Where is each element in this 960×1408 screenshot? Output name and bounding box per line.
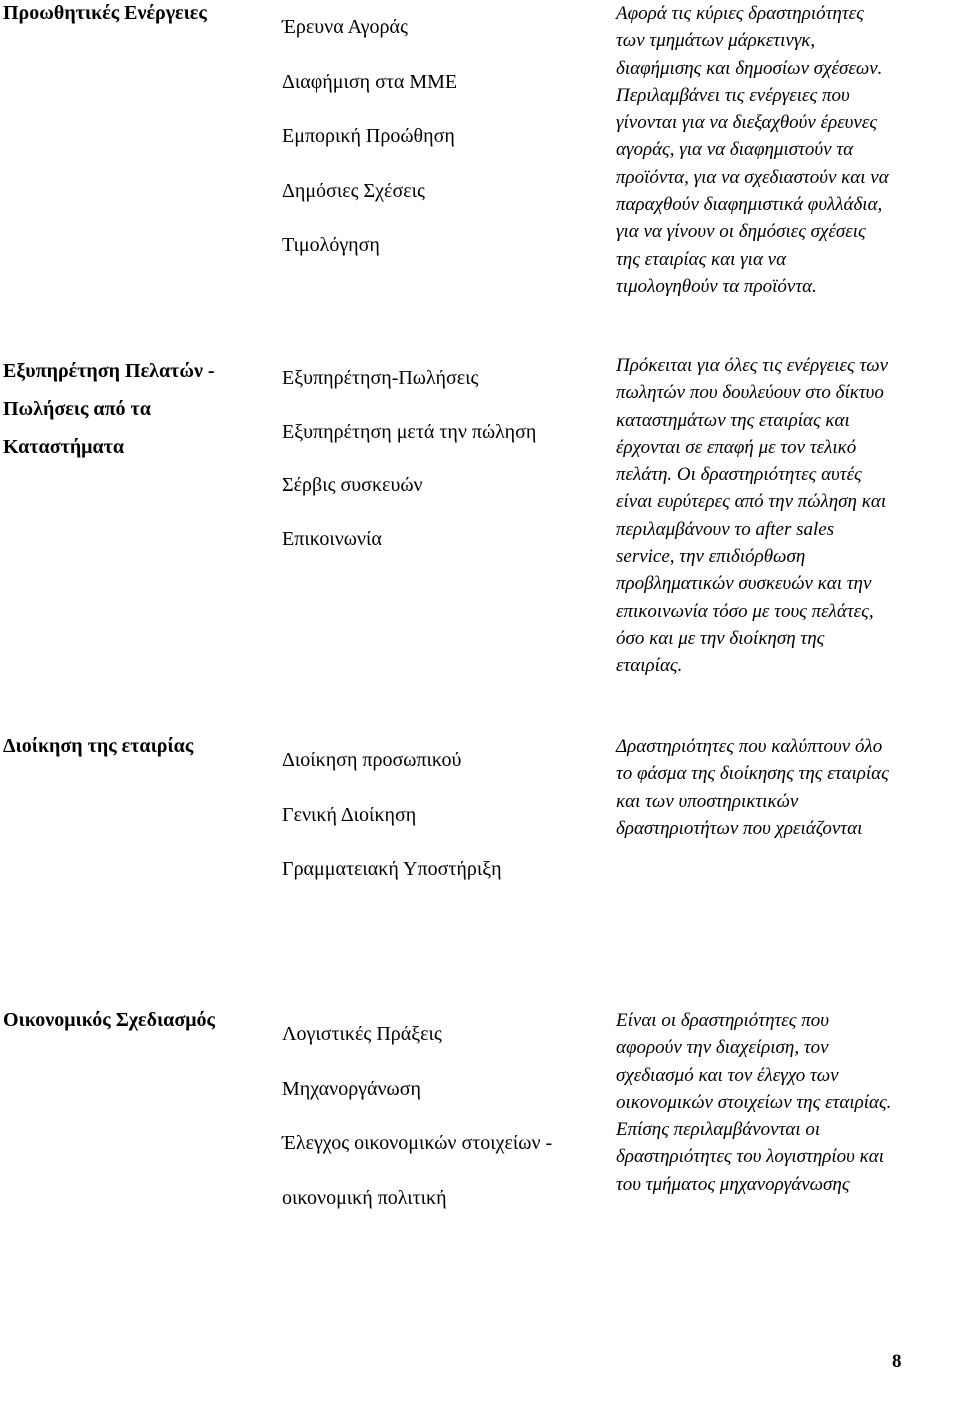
description-line: της εταιρίας και για να [616,248,787,270]
section-title-line: Διοίκηση της εταιρίας [3,735,194,757]
description-line: προβληματικών συσκευών και την [616,573,872,595]
activity-item: Γραμματειακή Υποστήριξη [282,858,502,880]
activity-item: Εξυπηρέτηση-Πωλήσεις [282,367,479,389]
section-title [3,1007,273,1034]
description-line: τιμολογηθούν τα προϊόντα. [616,275,817,297]
description-line: προϊόντα, για να σχεδιαστούν και να [616,166,889,188]
activity-item: Έρευνα Αγοράς [282,16,408,38]
activity-item: Σέρβις συσκευών [282,474,423,496]
description-line: καταστημάτων της εταιρίας και [616,409,850,431]
description-line: το φάσμα της διοίκησης της εταιρίας [616,763,889,785]
description-line: έρχονται σε επαφή με τον τελικό [616,436,857,458]
activity-item: Εμπορική Προώθηση [282,125,455,147]
section-title-line: Προωθητικές Ενέργειες [3,2,207,24]
description-line: περιλαμβάνουν το after sales [616,518,835,540]
section-description [616,0,960,300]
description-line: αφορούν την διαχείριση, τον [616,1037,829,1059]
activity-list [282,733,622,897]
description-line: δραστηριοτήτων που χρειάζονται [616,817,863,839]
activity-item: οικονομική πολιτική [282,1186,447,1209]
section-title-line: Πωλήσεις από τα [3,398,151,420]
description-line: όσο και με την διοίκηση της [616,627,825,649]
activity-item: Τιμολόγηση [282,234,380,256]
description-line: των τμημάτων μάρκετινγκ, [616,30,816,52]
activity-item: Διαφήμιση στα ΜΜΕ [282,70,458,93]
description-line: γίνονται για να διεξαχθούν έρευνες [616,112,878,134]
description-line: του τμήματος μηχανοργάνωσης [616,1173,850,1195]
section-title [3,733,273,760]
activity-item: Επικοινωνία [282,527,382,550]
activity-item: Έλεγχος οικονομικών στοιχείων - [282,1132,553,1154]
description-line: είναι ευρύτερες από την πώληση και [616,491,887,513]
activity-item: Εξυπηρέτηση μετά την πώληση [282,420,537,443]
section-title-line: Καταστήματα [3,436,125,458]
description-line: αγοράς, για να διαφημιστούν τα [616,139,854,161]
section-title-line: Εξυπηρέτηση Πελατών - [3,360,215,382]
section-title [3,0,273,27]
activity-list [282,0,622,273]
activity-item: Διοίκηση προσωπικού [282,749,462,771]
activity-item: Γενική Διοίκηση [282,803,417,826]
description-line: Περιλαμβάνει τις ενέργειες που [616,84,850,106]
description-line: πελάτη. Οι δραστηριότητες αυτές [616,464,862,486]
activity-item: Λογιστικές Πράξεις [282,1023,442,1045]
section-description [616,1007,960,1198]
description-line: Πρόκειται για όλες τις ενέργειες των [616,355,889,376]
activity-item: Δημόσιες Σχέσεις [282,179,425,202]
activity-list [282,352,622,566]
description-line: δραστηριότητες του λογιστηρίου και [616,1146,884,1168]
description-line: εταιρίας. [616,655,683,677]
description-line: διαφήμισης και δημοσίων σχέσεων. [616,57,883,79]
description-line: Αφορά τις κύριες δραστηριότητες [616,3,864,24]
description-line: service, την επιδιόρθωση [616,546,806,568]
description-line: Επίσης περιλαμβάνονται οι [616,1119,821,1141]
description-line: Είναι οι δραστηριότητες που [616,1010,829,1031]
description-line: για να γίνουν οι δημόσιες σχέσεις [616,221,866,243]
description-line: και των υποστηρικτικών [616,790,799,812]
section-title [3,352,273,466]
section-description [616,733,960,842]
activity-item: Μηχανοργάνωση [282,1077,421,1100]
description-line: πωλητών που δουλεύουν στο δίκτυο [616,382,884,404]
page-number: 8 [892,1351,902,1372]
section-description [616,352,960,680]
activity-list [282,1007,622,1225]
description-line: παραχθούν διαφημιστικά φυλλάδια, [616,194,883,216]
description-line: οικονομικών στοιχείων της εταιρίας. [616,1091,892,1113]
description-line: επικοινωνία τόσο με τους πελάτες, [616,600,874,622]
description-line: σχεδιασμό και τον έλεγχο των [616,1064,839,1086]
section-title-line: Οικονομικός Σχεδιασμός [3,1009,215,1031]
description-line: Δραστηριότητες που καλύπτουν όλο [616,736,883,757]
